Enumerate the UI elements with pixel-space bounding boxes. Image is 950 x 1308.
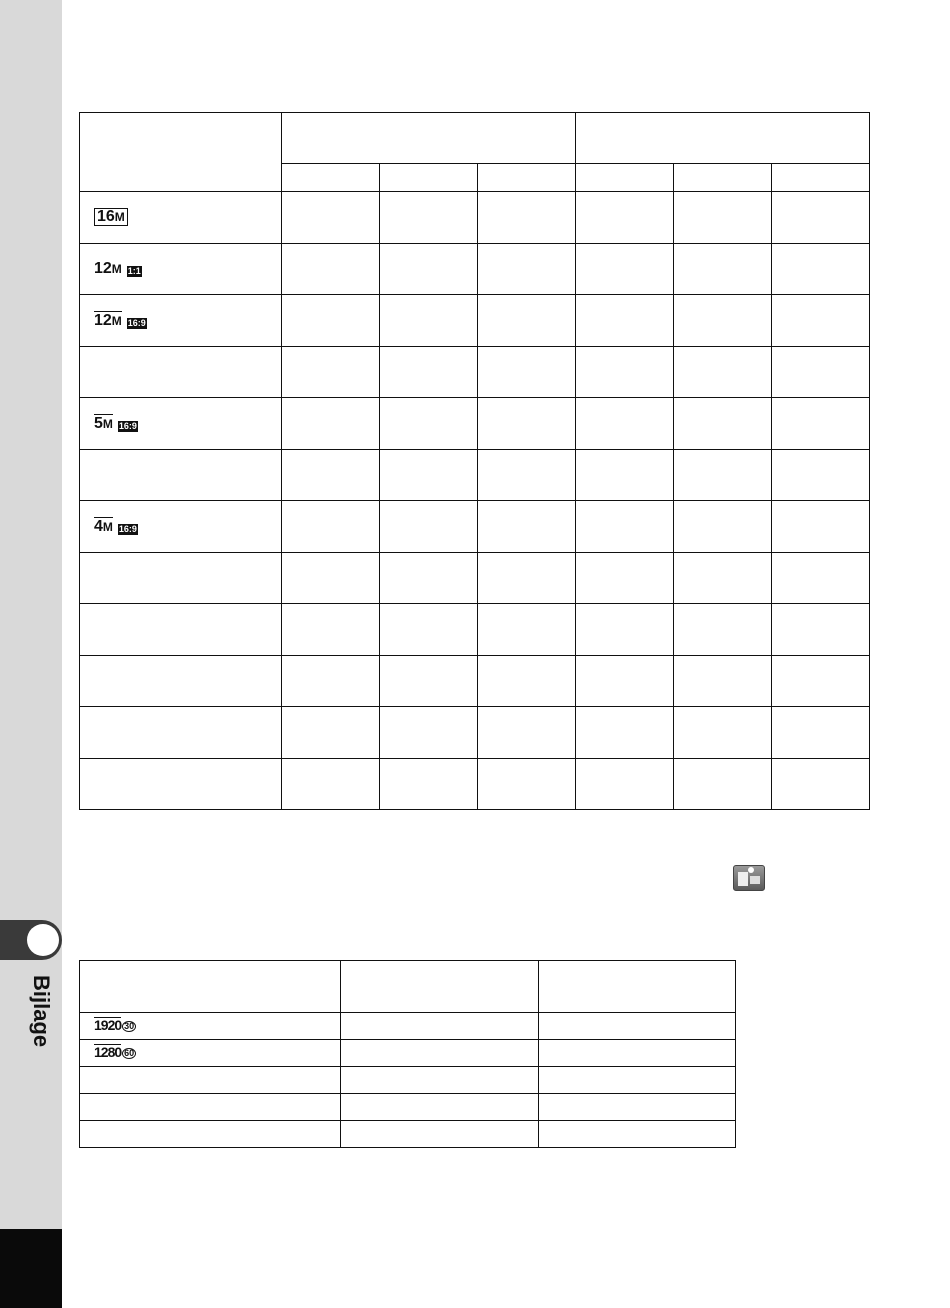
table-cell: [673, 295, 771, 347]
table-cell: [477, 346, 575, 398]
table-row: [80, 449, 870, 501]
resolution-cell: [80, 243, 282, 295]
table-cell: [379, 552, 477, 604]
menu-icon-doc: [750, 876, 760, 884]
table-cell: [575, 243, 673, 295]
table-cell: [281, 604, 379, 656]
table-row: [80, 552, 870, 604]
table-row: [80, 398, 870, 450]
table-cell: [341, 1121, 539, 1148]
header-cell: [80, 961, 341, 1013]
table-cell: [539, 1094, 736, 1121]
table-cell: [575, 707, 673, 759]
aspect-ratio-badge: 16:9: [127, 317, 146, 328]
movie-resolution-cell: [80, 1040, 341, 1067]
resolution-cell: [80, 449, 282, 501]
table-cell: [771, 707, 869, 759]
table-cell: [673, 192, 771, 244]
header-group-cell: [281, 113, 575, 164]
resolution-number: [94, 261, 122, 277]
frame-rate-badge: 30: [124, 1021, 135, 1031]
page-number-block: [0, 1229, 62, 1308]
table-cell: [673, 707, 771, 759]
table-cell: [281, 449, 379, 501]
table-cell: [575, 398, 673, 450]
resolution-icon: [94, 208, 128, 226]
movie-resolution-value: 1920: [94, 1017, 122, 1033]
subheader-cell: [575, 164, 673, 192]
resolution-icon: [94, 517, 138, 535]
table-row: [80, 604, 870, 656]
resolution-cell: [80, 604, 282, 656]
table-cell: [673, 552, 771, 604]
resolution-cell: [80, 758, 282, 810]
table-cell: [575, 758, 673, 810]
table-cell: [771, 655, 869, 707]
table-cell: [281, 758, 379, 810]
table-row: [80, 243, 870, 295]
table-cell: [281, 192, 379, 244]
resolution-cell: [80, 346, 282, 398]
table-cell: [379, 604, 477, 656]
table-cell: [771, 552, 869, 604]
table-row: [80, 655, 870, 707]
resolution-cell: [80, 398, 282, 450]
header-cell: [539, 961, 736, 1013]
subheader-cell: [477, 164, 575, 192]
table-cell: [477, 449, 575, 501]
resolution-icon: [94, 311, 147, 329]
header-cell: [80, 113, 282, 192]
table-cell: [379, 398, 477, 450]
table-cell: [477, 501, 575, 553]
table-cell: [341, 1040, 539, 1067]
table-cell: [281, 243, 379, 295]
resolution-value: 12: [94, 311, 112, 329]
header-cell: [341, 961, 539, 1013]
table-cell: [281, 346, 379, 398]
resolution-unit: M: [114, 210, 125, 225]
table-cell: [477, 552, 575, 604]
table-cell: [341, 1094, 539, 1121]
resolution-cell: [80, 552, 282, 604]
table-cell: [379, 655, 477, 707]
table-cell: [673, 501, 771, 553]
table-cell: [477, 295, 575, 347]
table-cell: [673, 449, 771, 501]
header-group-cell: [575, 113, 869, 164]
menu-icon-dot: [748, 867, 754, 873]
chapter-circle-icon: [27, 924, 59, 956]
table-cell: [281, 295, 379, 347]
table-cell: [673, 243, 771, 295]
table-cell: [379, 295, 477, 347]
table-cell: [379, 192, 477, 244]
table-cell: [539, 1121, 736, 1148]
table-cell: [341, 1067, 539, 1094]
resolution-unit: M: [111, 261, 122, 276]
resolution-cell: [80, 655, 282, 707]
table-row: [80, 758, 870, 810]
movie-resolution-icon: [94, 1044, 136, 1059]
resolution-unit: M: [102, 519, 113, 534]
frame-rate-badge: 60: [124, 1048, 135, 1058]
subheader-cell: [379, 164, 477, 192]
table-cell: [771, 346, 869, 398]
table-cell: [673, 604, 771, 656]
resolution-unit: M: [102, 416, 113, 431]
movie-size-table: [79, 960, 736, 1148]
movie-resolution-cell: [80, 1013, 341, 1040]
resolution-cell: [80, 501, 282, 553]
table-cell: [379, 449, 477, 501]
subheader-cell: [771, 164, 869, 192]
table-row: [80, 346, 870, 398]
table-header-row: [80, 961, 736, 1013]
movie-resolution-cell: [80, 1121, 341, 1148]
movie-resolution-cell: [80, 1094, 341, 1121]
resolution-value: 4: [94, 517, 103, 535]
table-cell: [673, 346, 771, 398]
table-row: [80, 1040, 736, 1067]
table-cell: [379, 243, 477, 295]
table-cell: [281, 501, 379, 553]
table-cell: [379, 707, 477, 759]
table-cell: [575, 346, 673, 398]
table-cell: [539, 1040, 736, 1067]
table-cell: [379, 501, 477, 553]
resolution-value: 16: [97, 208, 115, 226]
table-row: [80, 707, 870, 759]
table-cell: [575, 552, 673, 604]
subheader-cell: [673, 164, 771, 192]
table-cell: [539, 1067, 736, 1094]
side-band: [0, 0, 62, 1308]
table-cell: [771, 758, 869, 810]
table-cell: [477, 604, 575, 656]
table-cell: [281, 707, 379, 759]
table-cell: [575, 604, 673, 656]
resolution-cell: [80, 707, 282, 759]
table-row: [80, 1094, 736, 1121]
image-size-table: [79, 112, 870, 810]
resolution-icon: [94, 261, 142, 277]
table-cell: [771, 449, 869, 501]
table-header-row: [80, 113, 870, 164]
table-cell: [771, 295, 869, 347]
table-cell: [673, 758, 771, 810]
resolution-value: 5: [94, 414, 103, 432]
table-cell: [379, 758, 477, 810]
table-row: [80, 1121, 736, 1148]
table-row: [80, 192, 870, 244]
table-cell: [341, 1013, 539, 1040]
table-cell: [771, 192, 869, 244]
table-cell: [477, 192, 575, 244]
chapter-label: Bijlage: [29, 975, 54, 1048]
table-cell: [771, 398, 869, 450]
table-cell: [281, 398, 379, 450]
table-cell: [379, 346, 477, 398]
table-cell: [477, 707, 575, 759]
resolution-icon: [94, 414, 138, 432]
resolution-unit: M: [111, 313, 122, 328]
table-cell: [575, 192, 673, 244]
movie-resolution-icon: [94, 1017, 136, 1032]
table-row: [80, 1067, 736, 1094]
resolution-number: [94, 517, 113, 535]
aspect-ratio-badge: 1:1: [127, 265, 141, 276]
table-cell: [673, 398, 771, 450]
resolution-cell: [80, 295, 282, 347]
table-cell: [477, 243, 575, 295]
menu-icon-doc: [738, 872, 748, 886]
table-cell: [539, 1013, 736, 1040]
table-row: [80, 295, 870, 347]
table-cell: [281, 655, 379, 707]
movie-resolution-value: 1280: [94, 1044, 122, 1060]
table-cell: [673, 655, 771, 707]
subheader-cell: [281, 164, 379, 192]
table-cell: [575, 449, 673, 501]
aspect-ratio-badge: 16:9: [118, 523, 137, 534]
table-cell: [575, 501, 673, 553]
table-cell: [477, 655, 575, 707]
aspect-ratio-badge: 16:9: [118, 420, 137, 431]
resolution-value: 12: [94, 259, 112, 277]
resolution-number: [94, 208, 128, 226]
table-cell: [575, 295, 673, 347]
movie-resolution-cell: [80, 1067, 341, 1094]
table-cell: [771, 604, 869, 656]
table-cell: [477, 758, 575, 810]
resolution-number: [94, 311, 122, 329]
table-row: [80, 1013, 736, 1040]
table-cell: [771, 243, 869, 295]
table-cell: [575, 655, 673, 707]
resolution-number: [94, 414, 113, 432]
table-row: [80, 501, 870, 553]
table-cell: [477, 398, 575, 450]
resolution-cell: [80, 192, 282, 244]
menu-settings-icon: [733, 865, 765, 891]
table-cell: [281, 552, 379, 604]
table-cell: [771, 501, 869, 553]
